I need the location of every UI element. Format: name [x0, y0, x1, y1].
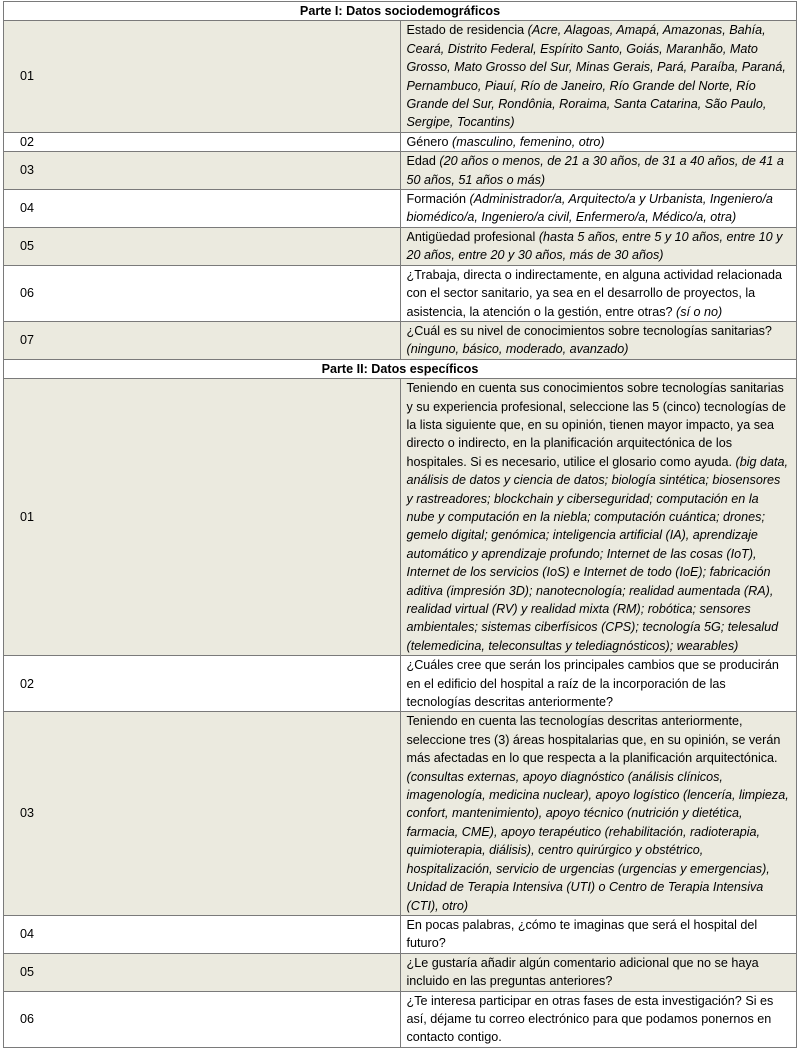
question-text: ¿Te interesa participar en otras fases de esta investigación? Si es así, déjame tu correo electrónico para que podamos ponernos en contacto contigo. — [406, 993, 774, 1045]
row-number: 06 — [4, 991, 401, 1047]
table-row — [4, 227, 797, 265]
question-text: Edad — [406, 154, 436, 169]
part2-header-row — [4, 359, 797, 378]
table-row — [4, 132, 797, 151]
question-text: ¿Cuáles cree que serán los principales cambios que se producirán en el edificio del hospital a raíz de la incorporación de las tecnologías descritas anteriormente? — [406, 658, 779, 710]
answer-options: (hasta 5 años, entre 5 y 10 años, entre 10 y 20 años, entre 20 y 30 años, más de 30 años) — [406, 229, 783, 263]
question-cell — [400, 379, 797, 656]
table-row — [4, 656, 797, 712]
question-cell — [400, 991, 797, 1047]
row-number: 03 — [4, 152, 401, 190]
table-row — [4, 265, 797, 321]
question-text: ¿Trabaja, directa o indirectamente, en alguna actividad relacionada con el sector sanitario, ya sea en el desarrollo de proyectos, la asistencia, la atención o la gestión, entre otras? — [406, 267, 782, 319]
row-number: 04 — [4, 190, 401, 228]
question-cell — [400, 915, 797, 953]
question-text: Teniendo en cuenta las tecnologías descritas anteriormente, seleccione tres (3) áreas hospitalarias que, en su opinión, se verán más afectadas en lo que respecta a la planificación arquitectónica. — [406, 714, 781, 766]
row-number: 07 — [4, 321, 401, 359]
question-text: Estado de residencia — [406, 23, 525, 38]
answer-options: (Acre, Alagoas, Amapá, Amazonas, Bahía, Ceará, Distrito Federal, Espírito Santo, Goiás, Maranhão, Mato Grosso, Mato Grosso del Sur, Minas Gerais, Pará, Paraíba, Paraná, Pernambuco, Piauí, Río de Janeiro, Río Grande del Norte, Río Grande del Sur, Rondônia, Roraima, Santa Catarina, São Paulo, Sergipe, Tocantins) — [406, 23, 786, 130]
row-number: 01 — [4, 379, 401, 656]
question-cell — [400, 190, 797, 228]
table-row — [4, 379, 797, 656]
table-row — [4, 190, 797, 228]
part1-title: Parte I: Datos sociodemográficos — [4, 2, 797, 21]
table-row — [4, 915, 797, 953]
row-number: 05 — [4, 227, 401, 265]
part1-header-row — [4, 2, 797, 21]
table-row — [4, 953, 797, 991]
table-row — [4, 152, 797, 190]
question-cell — [400, 227, 797, 265]
question-cell — [400, 656, 797, 712]
question-cell — [400, 953, 797, 991]
question-cell — [400, 132, 797, 151]
question-cell — [400, 712, 797, 915]
questionnaire-table — [3, 1, 797, 1048]
question-text: ¿Cuál es su nivel de conocimientos sobre tecnologías sanitarias? — [406, 323, 772, 338]
answer-options: (sí o no) — [676, 304, 723, 319]
row-number: 02 — [4, 132, 401, 151]
answer-options: (masculino, femenino, otro) — [452, 134, 605, 149]
answer-options: (consultas externas, apoyo diagnóstico (análisis clínicos, imagenología, medicina nuclear), apoyo logístico (lencería, limpieza, confort, mantenimiento), apoyo técnico (nutrición y dietética, farmacia, CME), apoyo terapéutico (rehabilitación, radioterapia, quimioterapia, diálisis), centro quirúrgico y obstétrico, hospitalización, servicio de urgencias (urgencias y emergencias), Unidad de Terapia Intensiva (UTI) o Centro de Terapia Intensiva (CTI), otro) — [406, 769, 789, 913]
question-cell — [400, 152, 797, 190]
question-text: En pocas palabras, ¿cómo te imaginas que será el hospital del futuro? — [406, 917, 758, 951]
row-number: 04 — [4, 915, 401, 953]
answer-options: (Administrador/a, Arquitecto/a y Urbanista, Ingeniero/a biomédico/a, Ingeniero/a civil, Enfermero/a, Médico/a, otra) — [406, 192, 773, 225]
answer-options: (20 años o menos, de 21 a 30 años, de 31 a 40 años, de 41 a 50 años, 51 años o más) — [406, 154, 784, 187]
table-row — [4, 712, 797, 915]
question-cell — [400, 21, 797, 132]
table-row — [4, 321, 797, 359]
answer-options: (big data, análisis de datos y ciencia de datos; biología sintética; biosensores y rastreadores; blockchain y ciberseguridad; computación en la nube y computación en la niebla; computación cuántica; drones; gemelo digital; genómica; inteligencia artificial (IA), aprendizaje automático y aprendizaje profundo; Internet de las cosas (IoT), Internet de los servicios (IoS) e Internet de todo (IoE); fabricación aditiva (impresión 3D); nanotecnología; realidad aumentada (RA), realidad virtual (RV) y realidad mixta (RM); robótica; sensores ambientales; sistemas ciberfísicos (CPS); tecnología 5G; telesalud (telemedicina, teleconsultas y telediagnósticos); wearables) — [406, 454, 789, 653]
question-text: ¿Le gustaría añadir algún comentario adicional que no se haya incluido en las preguntas anteriores? — [406, 955, 759, 989]
row-number: 03 — [4, 712, 401, 915]
question-text: Género — [406, 134, 449, 149]
row-number: 02 — [4, 656, 401, 712]
row-number: 05 — [4, 953, 401, 991]
row-number: 06 — [4, 265, 401, 321]
table-row — [4, 991, 797, 1047]
question-text: Antigüedad profesional — [406, 229, 536, 244]
table-row — [4, 21, 797, 132]
question-cell — [400, 321, 797, 359]
answer-options: (ninguno, básico, moderado, avanzado) — [406, 342, 629, 357]
question-text: Formación — [406, 192, 466, 207]
part2-title: Parte II: Datos específicos — [4, 359, 797, 378]
row-number: 01 — [4, 21, 401, 132]
question-text: Teniendo en cuenta sus conocimientos sobre tecnologías sanitarias y su experiencia profesional, seleccione las 5 (cinco) tecnologías de la lista siguiente que, en su opinión, tienen mayor impacto, ya sea directo o indirecto, en la planificación arquitectónica de los hospitales. Si es necesario, utilice el glosario como ayuda. — [406, 381, 786, 469]
question-cell — [400, 265, 797, 321]
